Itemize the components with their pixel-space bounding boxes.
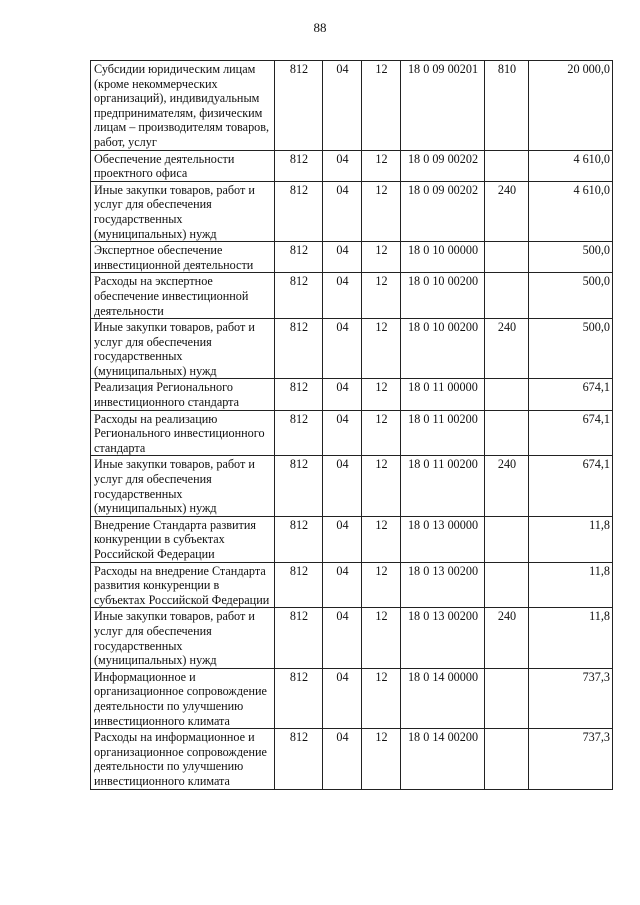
row-cs-cell: 18 0 13 00000: [401, 516, 485, 562]
row-cs-cell: 18 0 09 00202: [401, 150, 485, 181]
row-gr-cell: 812: [275, 456, 323, 516]
row-rz-cell: 04: [323, 410, 362, 456]
table-row: [91, 562, 613, 608]
table-row: [91, 379, 613, 410]
row-cs-cell: 18 0 14 00000: [401, 668, 485, 728]
row-sum-cell: 11,8: [529, 608, 613, 668]
row-pr-cell: 12: [362, 61, 401, 151]
row-sum-cell: 4 610,0: [529, 181, 613, 241]
row-name-cell: Расходы на внедрение Стандарта развития конкуренции в субъектах Российской Федерации: [91, 562, 275, 608]
row-sum-cell: 20 000,0: [529, 61, 613, 151]
row-rz-cell: 04: [323, 608, 362, 668]
table-row: [91, 150, 613, 181]
row-vr-cell: 240: [485, 608, 529, 668]
row-cs-cell: 18 0 10 00000: [401, 242, 485, 273]
row-name-cell: Внедрение Стандарта развития конкуренции в субъектах Российской Федерации: [91, 516, 275, 562]
row-gr-cell: 812: [275, 242, 323, 273]
row-name-cell: Расходы на экспертное обеспечение инвестиционной деятельности: [91, 273, 275, 319]
row-sum-cell: 674,1: [529, 379, 613, 410]
row-sum-cell: 11,8: [529, 516, 613, 562]
row-name-cell: Экспертное обеспечение инвестиционной деятельности: [91, 242, 275, 273]
row-gr-cell: 812: [275, 273, 323, 319]
row-cs-cell: 18 0 09 00201: [401, 61, 485, 151]
row-gr-cell: 812: [275, 516, 323, 562]
row-rz-cell: 04: [323, 562, 362, 608]
row-rz-cell: 04: [323, 242, 362, 273]
row-sum-cell: 500,0: [529, 242, 613, 273]
row-pr-cell: 12: [362, 379, 401, 410]
row-pr-cell: 12: [362, 562, 401, 608]
row-vr-cell: [485, 150, 529, 181]
budget-table-body: [91, 61, 613, 790]
row-rz-cell: 04: [323, 516, 362, 562]
row-pr-cell: 12: [362, 273, 401, 319]
row-pr-cell: 12: [362, 516, 401, 562]
row-pr-cell: 12: [362, 319, 401, 379]
row-pr-cell: 12: [362, 410, 401, 456]
row-gr-cell: 812: [275, 562, 323, 608]
row-pr-cell: 12: [362, 668, 401, 728]
row-rz-cell: 04: [323, 668, 362, 728]
table-row: [91, 456, 613, 516]
row-cs-cell: 18 0 10 00200: [401, 273, 485, 319]
row-sum-cell: 4 610,0: [529, 150, 613, 181]
row-pr-cell: 12: [362, 729, 401, 789]
row-gr-cell: 812: [275, 379, 323, 410]
row-rz-cell: 04: [323, 61, 362, 151]
budget-table: [90, 60, 613, 790]
row-gr-cell: 812: [275, 181, 323, 241]
row-cs-cell: 18 0 13 00200: [401, 608, 485, 668]
row-vr-cell: [485, 668, 529, 728]
row-vr-cell: [485, 410, 529, 456]
row-vr-cell: [485, 516, 529, 562]
row-cs-cell: 18 0 09 00202: [401, 181, 485, 241]
row-rz-cell: 04: [323, 456, 362, 516]
table-row: [91, 410, 613, 456]
row-vr-cell: 810: [485, 61, 529, 151]
page-number: 88: [313, 20, 327, 35]
row-gr-cell: 812: [275, 319, 323, 379]
row-vr-cell: [485, 379, 529, 410]
table-row: [91, 668, 613, 728]
row-sum-cell: 11,8: [529, 562, 613, 608]
row-cs-cell: 18 0 13 00200: [401, 562, 485, 608]
row-vr-cell: [485, 729, 529, 789]
table-row: [91, 181, 613, 241]
table-row: [91, 729, 613, 789]
row-sum-cell: 674,1: [529, 456, 613, 516]
table-row: [91, 242, 613, 273]
row-name-cell: Иные закупки товаров, работ и услуг для обеспечения государственных (муниципальных) нужд: [91, 608, 275, 668]
row-cs-cell: 18 0 14 00200: [401, 729, 485, 789]
row-gr-cell: 812: [275, 608, 323, 668]
row-vr-cell: 240: [485, 181, 529, 241]
row-vr-cell: [485, 562, 529, 608]
row-name-cell: Расходы на информационное и организационное сопровождение деятельности по улучшению инвестиционного климата: [91, 729, 275, 789]
row-cs-cell: 18 0 10 00200: [401, 319, 485, 379]
row-sum-cell: 674,1: [529, 410, 613, 456]
row-vr-cell: [485, 242, 529, 273]
row-rz-cell: 04: [323, 319, 362, 379]
table-row: [91, 61, 613, 151]
row-gr-cell: 812: [275, 410, 323, 456]
row-cs-cell: 18 0 11 00200: [401, 410, 485, 456]
row-vr-cell: 240: [485, 456, 529, 516]
row-sum-cell: 737,3: [529, 668, 613, 728]
row-rz-cell: 04: [323, 150, 362, 181]
table-row: [91, 273, 613, 319]
row-name-cell: Иные закупки товаров, работ и услуг для обеспечения государственных (муниципальных) нужд: [91, 181, 275, 241]
row-rz-cell: 04: [323, 273, 362, 319]
row-pr-cell: 12: [362, 150, 401, 181]
row-sum-cell: 500,0: [529, 319, 613, 379]
row-rz-cell: 04: [323, 181, 362, 241]
row-sum-cell: 500,0: [529, 273, 613, 319]
table-row: [91, 608, 613, 668]
row-gr-cell: 812: [275, 729, 323, 789]
row-pr-cell: 12: [362, 456, 401, 516]
row-pr-cell: 12: [362, 242, 401, 273]
row-cs-cell: 18 0 11 00200: [401, 456, 485, 516]
row-gr-cell: 812: [275, 668, 323, 728]
row-name-cell: Иные закупки товаров, работ и услуг для обеспечения государственных (муниципальных) нужд: [91, 456, 275, 516]
row-name-cell: Обеспечение деятельности проектного офиса: [91, 150, 275, 181]
row-vr-cell: [485, 273, 529, 319]
row-pr-cell: 12: [362, 608, 401, 668]
row-vr-cell: 240: [485, 319, 529, 379]
row-gr-cell: 812: [275, 150, 323, 181]
row-name-cell: Расходы на реализацию Регионального инвестиционного стандарта: [91, 410, 275, 456]
row-sum-cell: 737,3: [529, 729, 613, 789]
row-name-cell: Субсидии юридическим лицам (кроме некоммерческих организаций), индивидуальным предпринимателям, физическим лицам – производителям товаров, работ, услуг: [91, 61, 275, 151]
row-cs-cell: 18 0 11 00000: [401, 379, 485, 410]
row-rz-cell: 04: [323, 729, 362, 789]
row-name-cell: Реализация Регионального инвестиционного стандарта: [91, 379, 275, 410]
row-name-cell: Иные закупки товаров, работ и услуг для обеспечения государственных (муниципальных) нужд: [91, 319, 275, 379]
table-row: [91, 516, 613, 562]
row-name-cell: Информационное и организационное сопровождение деятельности по улучшению инвестиционного климата: [91, 668, 275, 728]
row-pr-cell: 12: [362, 181, 401, 241]
table-row: [91, 319, 613, 379]
row-gr-cell: 812: [275, 61, 323, 151]
row-rz-cell: 04: [323, 379, 362, 410]
